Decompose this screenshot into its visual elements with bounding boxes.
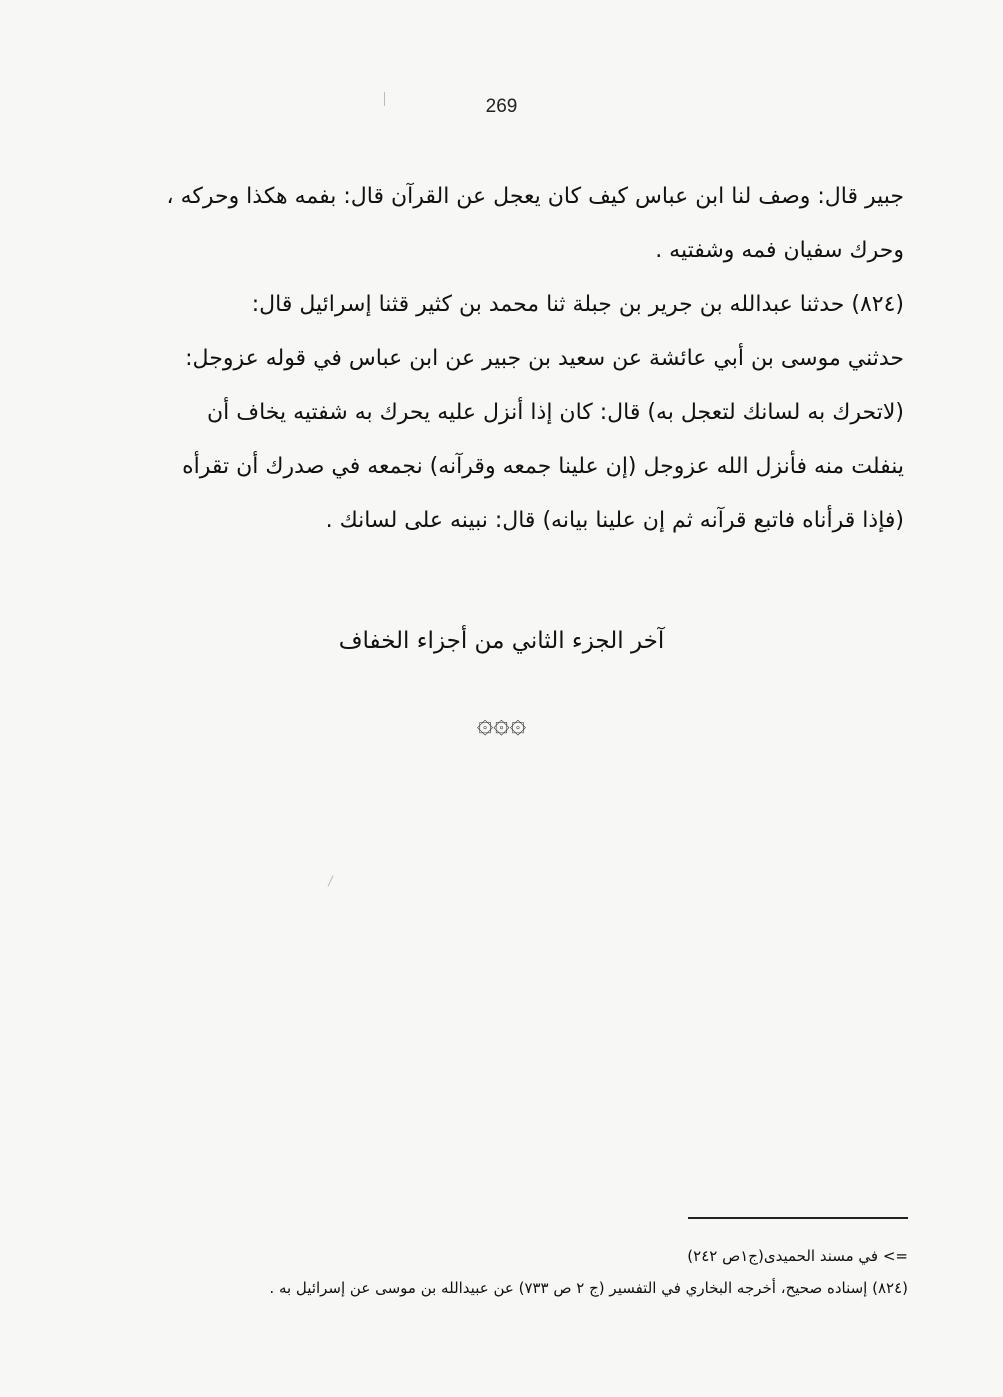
footnote: => في مسند الحميدى(ج١ص ٢٤٢): [687, 1247, 908, 1265]
scan-speck: [328, 875, 334, 886]
scan-speck: [384, 92, 385, 106]
body-line: جبير قال: وصف لنا ابن عباس كيف كان يعجل عن القرآن قال: بفمه هكذا وحركه ،: [166, 184, 904, 209]
body-line: (فإذا قرأناه فاتبع قرآنه ثم إن علينا بيانه) قال: نبينه على لسانك .: [325, 508, 904, 533]
footnote: (٨٢٤) إسناده صحيح، أخرجه البخاري في التفسير (ج ٢ ص ٧٣٣) عن عبيدالله بن موسى عن إسرائيل به .: [269, 1279, 908, 1297]
body-text: [104, 170, 904, 548]
body-line: حدثني موسى بن أبي عائشة عن سعيد بن جبير عن ابن عباس في قوله عزوجل:: [185, 346, 904, 371]
footnote-divider: [688, 1217, 908, 1219]
body-line: (٨٢٤) حدثنا عبدالله بن جرير بن جبلة ثنا محمد بن كثير قثنا إسرائيل قال:: [251, 292, 904, 317]
page-number: 269: [485, 96, 518, 117]
body-line: ينفلت منه فأنزل الله عزوجل (إن علينا جمعه وقرآنه) نجمعه في صدرك أن تقرأه: [182, 454, 904, 479]
body-line: وحرك سفيان فمه وشفتيه .: [655, 238, 904, 263]
body-line: (لاتحرك به لسانك لتعجل به) قال: كان إذا أنزل عليه يحرك به شفتيه يخاف أن: [207, 400, 904, 425]
ornament-stars: ۞۞۞: [476, 706, 527, 739]
footnotes: [130, 1240, 908, 1304]
closing-title: آخر الجزء الثاني من أجزاء الخفاف: [338, 628, 665, 654]
